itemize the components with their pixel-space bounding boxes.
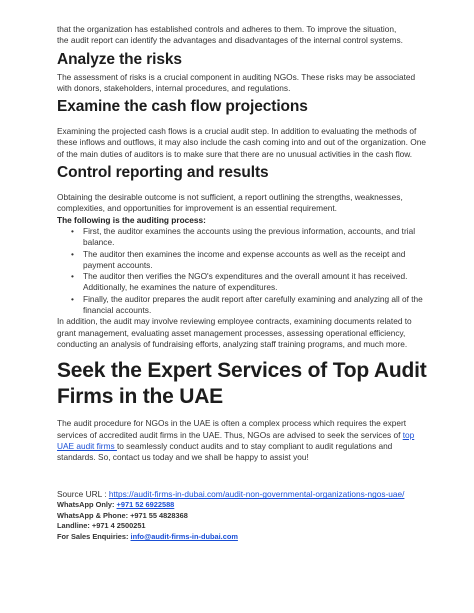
whatsapp-number-link[interactable]: +971 52 6922588 xyxy=(116,500,175,510)
process-label: The following is the auditing process: xyxy=(57,214,206,225)
control-heading: Control reporting and results xyxy=(57,164,269,182)
cashflow-paragraph: Examining the projected cash flows is a crucial audit step. In addition to evaluating the methods of these inflows and outflows, it may also include the cash coming into and out of the organization. One of the main duties of auditors is to make sure that there are no unusual activities in the cash flow. xyxy=(57,126,426,159)
list-item: • Finally, the auditor prepares the audit report after carefully examining and analyzing all of the financial accounts. xyxy=(83,294,429,317)
expert-text-before: The audit procedure for NGOs in the UAE is often a complex process which requires the expert services of accredited audit firms in the UAE. Thus, NGOs are advised to seek the services of xyxy=(57,418,407,440)
top-uae-audit-firms-link[interactable]: top UAE audit firms xyxy=(57,429,415,451)
list-item: • First, the auditor examines the accounts using the previous information, accounts, and trial balance. xyxy=(83,226,429,249)
intro-paragraph xyxy=(57,24,429,47)
risks-paragraph: The assessment of risks is a crucial component in auditing NGOs. These risks may be associated with donors, stakeholders, internal procedures, and regulations. xyxy=(57,71,416,93)
intro-line-2: the audit report can identify the advantages and disadvantages of the internal control systems. xyxy=(57,35,403,46)
expert-heading: Seek the Expert Services of Top Audit Firms in the UAE xyxy=(57,359,427,409)
sales-email-link[interactable]: info@audit-firms-in-dubai.com xyxy=(130,531,238,541)
whatsapp-phone-line: WhatsApp & Phone: +971 55 4828368 xyxy=(57,510,188,520)
closing-paragraph: In addition, the audit may involve reviewing employee contracts, examining documents related to grant management, evaluating asset management processes, assessing operational efficiency, conducting an analysis of fundraising efforts, analyzing staff training programs, and much more. xyxy=(57,316,412,349)
control-paragraph: Obtaining the desirable outcome is not sufficient, a report outlining the strengths, weaknesses, complexities, and opportunities for improvement is an essential requirement. xyxy=(57,192,403,214)
expert-text-after: to seamlessly conduct audits and to stay compliant to audit regulations and standards. So, contact us today and we shall be happy to assist you! xyxy=(57,440,393,463)
sales-line xyxy=(57,532,429,543)
expert-paragraph xyxy=(57,418,429,463)
source-line xyxy=(57,489,429,500)
sales-label: For Sales Enquiries: xyxy=(57,531,131,541)
whatsapp-only-line xyxy=(57,500,429,511)
landline-line: Landline: +971 4 2500251 xyxy=(57,521,146,531)
list-item: • The auditor then examines the income and expense accounts as well as the receipt and payment accounts. xyxy=(83,249,429,272)
list-item: • The auditor then verifies the NGO's expenditures and the overall amount it has received. Additionally, he examines the nature of expenditures. xyxy=(83,271,429,294)
intro-line-1: that the organization has established controls and adheres to them. To improve the situation, xyxy=(57,24,397,34)
cashflow-heading: Examine the cash flow projections xyxy=(57,98,308,116)
source-url-link[interactable]: https://audit-firms-in-dubai.com/audit-non-governmental-organizations-ngos-uae/ xyxy=(108,489,405,500)
risks-heading: Analyze the risks xyxy=(57,50,182,68)
process-list xyxy=(57,226,429,316)
source-label: Source URL : xyxy=(57,489,109,500)
document-page xyxy=(57,24,429,542)
whatsapp-label: WhatsApp Only: xyxy=(57,500,117,510)
